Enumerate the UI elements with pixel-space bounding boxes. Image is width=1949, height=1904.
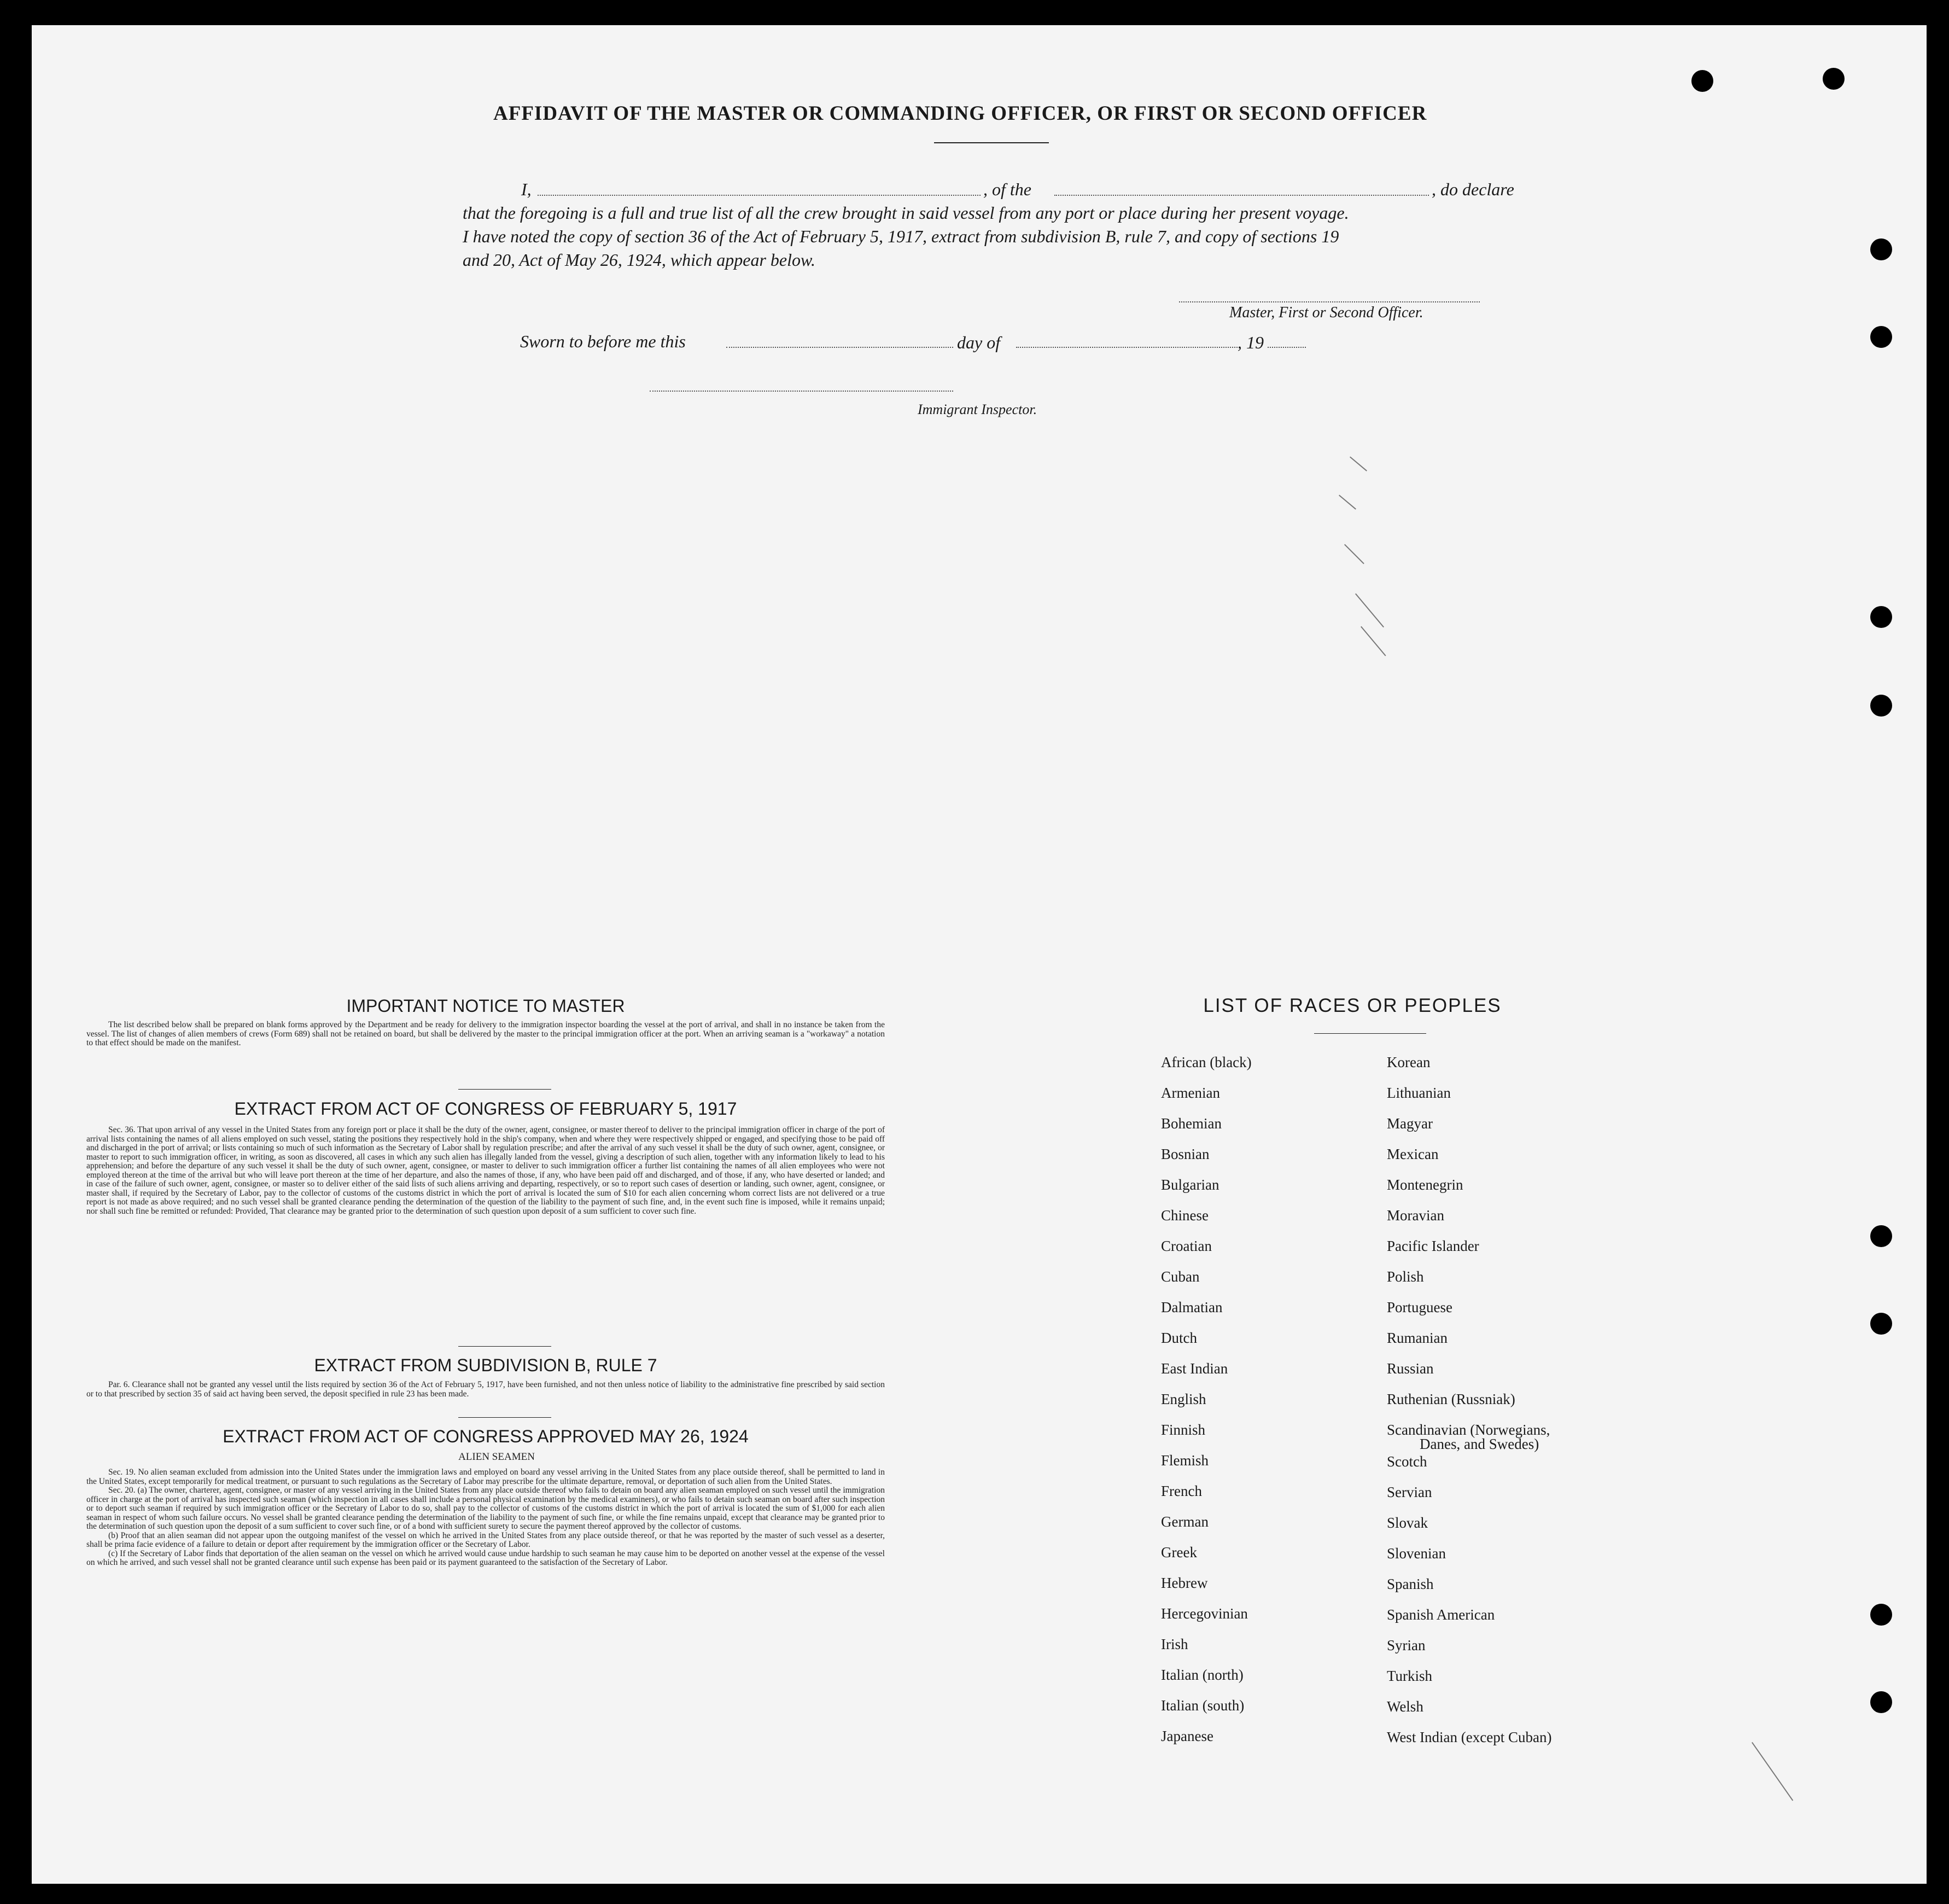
race-item: Korean	[1387, 1054, 1431, 1070]
declarant-name-field[interactable]	[538, 195, 981, 196]
race-item: Scotch	[1387, 1453, 1427, 1470]
stray-mark	[1752, 1742, 1793, 1801]
race-item: Greek	[1161, 1544, 1197, 1561]
title-rule	[934, 142, 1049, 143]
rule-7-body	[86, 1381, 885, 1399]
extract-1917-title: EXTRACT FROM ACT OF CONGRESS OF FEBRUARY 5, 1917	[234, 1099, 737, 1119]
race-item: Welsh	[1387, 1698, 1423, 1715]
race-item: Magyar	[1387, 1115, 1433, 1132]
punch-hole	[1691, 70, 1713, 92]
sworn-day-field[interactable]	[726, 347, 953, 348]
vessel-name-field[interactable]	[1054, 195, 1429, 196]
stray-mark	[1361, 626, 1386, 656]
race-item: Japanese	[1161, 1728, 1213, 1744]
affidavit-line-2: that the foregoing is a full and true list of all the crew brought in said vessel from any port or place during her present voyage.	[463, 203, 1349, 223]
sec-36-text: Sec. 36. That upon arrival of any vessel in the United States from any foreign port or place it shall be the duty of the owner, agent, consignee, or master thereof to deliver to the principal immigration officer in charge of the port of arrival lists containing the names of all aliens employed on such vessel, stating the positions they respectively hold in the ship's company, when and where they were respectively shipped or engaged, and specifying those to be paid off and discharged in the port of arrival; or lists containing so much of such information as the Secretary of Labor shall by regulation prescribe; and after the arrival of any such vessel it shall be the duty of such owner, agent, consignee, or master to report to such immigration officer, in writing, as soon as discovered, all cases in which any such alien has illegally landed from the vessel, giving a description of such alien, together with any information likely to lead to his apprehension; and before the departure of any such vessel it shall be the duty of such owner, agent, consignee, or master to deliver to such immigration officer a further list containing the names of all alien employees who were not employed thereon at the time of the arrival but who will leave port thereon at the time of her departure, and also the names of those, if any, who have been paid off and discharged, and of those, if any, who have deserted or landed; and in case of the failure of such owner, agent, consignee, or master so to deliver either of the said lists of such aliens arriving and departing, respectively, or so to report such cases of desertion or landing, such owner, agent, consignee, or master shall, if required by the Secretary of Labor, pay to the collector of customs of the customs district in which the port of arrival is located the sum of $10 for each alien concerning whom correct lists are not delivered or a true report is not made as above required; and no such vessel shall be granted clearance pending the determination of the question of the liability to the payment of such fine, and, in the event such fine is imposed, while it remains unpaid; nor shall such fine be remitted or refunded: Provided, That clearance may be granted prior to the determination of such question upon deposit of a sum sufficient to cover such fine.	[86, 1125, 885, 1216]
sec-19-text: Sec. 19. No alien seaman excluded from admission into the United States under the immigration laws and employed on board any vessel arriving in the United States from any place outside thereof, shall be permitted to land in the United States, except temporarily for medical treatment, or pursuant to such regulations as the Secretary of Labor may prescribe for the ultimate departure, removal, or deportation of such alien from the United States.	[86, 1468, 885, 1486]
rule-7-title: EXTRACT FROM SUBDIVISION B, RULE 7	[314, 1355, 657, 1375]
stray-mark	[1344, 544, 1364, 564]
race-item: Hercegovinian	[1161, 1605, 1248, 1622]
race-item: Turkish	[1387, 1668, 1433, 1684]
sworn-year-field[interactable]	[1268, 347, 1306, 348]
race-item: Bosnian	[1161, 1146, 1210, 1162]
notice-title: IMPORTANT NOTICE TO MASTER	[346, 996, 625, 1016]
sec-20b-text: (b) Proof that an alien seaman did not appear upon the outgoing manifest of the vessel on which he arrived in the United States from any place outside thereof, or that he was reported by the master of such vessel as a deserter, shall be prima facie evidence of a failure to detain or deport after requirement by the immigration officer or the Secretary of Labor.	[86, 1530, 885, 1549]
par-6-text: Par. 6. Clearance shall not be granted any vessel until the lists required by section 36 of the Act of February 5, 1917, have been furnished, and not then unless notice of liability to the administrative fine prescribed by said section or to that prescribed by section 35 of said act having been served, the deposit specified in rule 23 has been made.	[86, 1380, 885, 1399]
race-item: Chinese	[1161, 1207, 1209, 1224]
race-item: East Indian	[1161, 1360, 1228, 1377]
inspector-label: Immigrant Inspector.	[918, 401, 1037, 417]
race-item: Polish	[1387, 1268, 1424, 1285]
race-item: Dalmatian	[1161, 1299, 1223, 1315]
stray-mark	[1339, 494, 1356, 509]
race-item: Rumanian	[1387, 1330, 1448, 1346]
extract-1917-body	[86, 1126, 885, 1216]
punch-hole	[1870, 238, 1892, 260]
race-item: African (black)	[1161, 1054, 1252, 1070]
race-item: Dutch	[1161, 1330, 1197, 1346]
notice-text: The list described below shall be prepared on blank forms approved by the Department and be ready for delivery to the immigration inspector boarding the vessel at the port of arrival, and shall in no instance be taken from the vessel. The list of changes of alien members of crews (Form 689) shall not be retained on board, but shall be delivered by the master to the principal immigration officer at the port. When an arriving seaman is a "workaway" a notation to that effect should be made on the manifest.	[86, 1020, 885, 1047]
sec-20c-text: (c) If the Secretary of Labor finds that deportation of the alien seaman on the vessel on which he arrived would cause undue hardship to such seaman he may cause him to be deported on another vessel at the expense of the vessel on which he arrived, and such vessel shall not be granted clearance until such expense has been paid or its payment guaranteed to the satisfaction of the Secretary of Labor.	[86, 1548, 885, 1567]
race-item: Hebrew	[1161, 1575, 1208, 1591]
declarant-label: I,	[521, 179, 532, 199]
inspector-signature-field[interactable]	[650, 391, 953, 392]
form-page	[32, 25, 1927, 1884]
extract-1924-title: EXTRACT FROM ACT OF CONGRESS APPROVED MAY 26, 1924	[223, 1426, 749, 1446]
race-item: Bulgarian	[1161, 1177, 1219, 1193]
race-item: Mexican	[1387, 1146, 1439, 1162]
race-item: Russian	[1387, 1360, 1434, 1377]
race-item: Moravian	[1387, 1207, 1444, 1224]
punch-hole	[1870, 1604, 1892, 1626]
punch-hole	[1870, 326, 1892, 348]
affidavit-line-4: and 20, Act of May 26, 1924, which appear below.	[463, 250, 815, 270]
do-declare-label: , do declare	[1432, 179, 1514, 199]
notice-body	[86, 1021, 885, 1048]
stray-mark	[1355, 593, 1384, 628]
race-item-continuation: Danes, and Swedes)	[1420, 1436, 1539, 1452]
sec-20a-text: Sec. 20. (a) The owner, charterer, agent, consignee, or master of any vessel arriving in the United States from any place outside thereof who fails to detain on board any alien seaman employed on such vessel until the immigration officer in charge at the port of arrival has inspected such seaman (which inspection in all cases shall include a personal physical examination by the medical examiners), or who fails to detain such seaman on board after such inspection or to deport such seaman if required by such immigration officer or the Secretary of Labor to do so, shall pay to the collector of customs of the customs district in which the port of arrival is located the sum of $1,000 for each alien seaman in respect of whom such failure occurs. No vessel shall be granted clearance pending the determination of the liability to the payment of such fine, or while the fine remains unpaid, except that clearance may be granted prior to the determination of such question upon the deposit of a sum sufficient to cover such fine, or of a bond with sufficient surety to secure the payment thereof approved by the collector of customs.	[86, 1486, 885, 1531]
punch-hole	[1870, 695, 1892, 717]
race-item: Slovak	[1387, 1515, 1428, 1531]
race-item: Slovenian	[1387, 1545, 1446, 1562]
race-item: Cuban	[1161, 1268, 1200, 1285]
section-rule	[458, 1346, 551, 1347]
race-item: West Indian (except Cuban)	[1387, 1729, 1552, 1745]
stray-mark	[1350, 456, 1367, 471]
race-item: Croatian	[1161, 1238, 1212, 1254]
race-item: Ruthenian (Russniak)	[1387, 1391, 1515, 1407]
race-item: English	[1161, 1391, 1206, 1407]
races-title-rule	[1314, 1033, 1426, 1034]
race-item: Italian (south)	[1161, 1697, 1245, 1714]
punch-hole	[1870, 606, 1892, 628]
punch-hole	[1870, 1691, 1892, 1713]
race-item: Spanish	[1387, 1576, 1434, 1592]
affidavit-title: AFFIDAVIT OF THE MASTER OR COMMANDING OFFICER, OR FIRST OR SECOND OFFICER	[493, 102, 1427, 125]
race-item: Lithuanian	[1387, 1085, 1451, 1101]
day-of-label: day of	[957, 333, 1001, 352]
year-label: , 19	[1238, 333, 1264, 352]
race-item: Flemish	[1161, 1452, 1209, 1469]
race-item: Bohemian	[1161, 1115, 1222, 1132]
races-title: LIST OF RACES OR PEOPLES	[1203, 995, 1502, 1016]
race-item: Montenegrin	[1387, 1177, 1463, 1193]
race-item: Finnish	[1161, 1422, 1206, 1438]
sworn-label: Sworn to before me this	[520, 331, 686, 351]
race-item: Pacific Islander	[1387, 1238, 1479, 1254]
race-item: Portuguese	[1387, 1299, 1452, 1315]
race-item: French	[1161, 1483, 1202, 1499]
section-rule	[458, 1417, 551, 1418]
punch-hole	[1870, 1225, 1892, 1247]
sworn-month-field[interactable]	[1016, 347, 1238, 348]
race-item: Syrian	[1387, 1637, 1426, 1653]
race-item: Spanish American	[1387, 1606, 1495, 1623]
race-item: Italian (north)	[1161, 1667, 1244, 1683]
section-rule	[458, 1089, 551, 1090]
master-signature-field[interactable]	[1179, 301, 1480, 302]
punch-hole	[1870, 1313, 1892, 1335]
race-item: Scandinavian (Norwegians,	[1387, 1422, 1550, 1438]
alien-seamen-subtitle: ALIEN SEAMEN	[458, 1451, 535, 1463]
extract-1924-body	[86, 1468, 885, 1568]
race-item: Irish	[1161, 1636, 1188, 1652]
master-signature-label: Master, First or Second Officer.	[1229, 304, 1423, 321]
affidavit-line-3: I have noted the copy of section 36 of the Act of February 5, 1917, extract from subdivision B, rule 7, and copy of sections 19	[463, 226, 1339, 246]
of-the-label: , of the	[983, 179, 1031, 199]
race-item: Servian	[1387, 1484, 1432, 1500]
race-item: German	[1161, 1513, 1209, 1530]
race-item: Armenian	[1161, 1085, 1220, 1101]
punch-hole	[1823, 68, 1845, 90]
